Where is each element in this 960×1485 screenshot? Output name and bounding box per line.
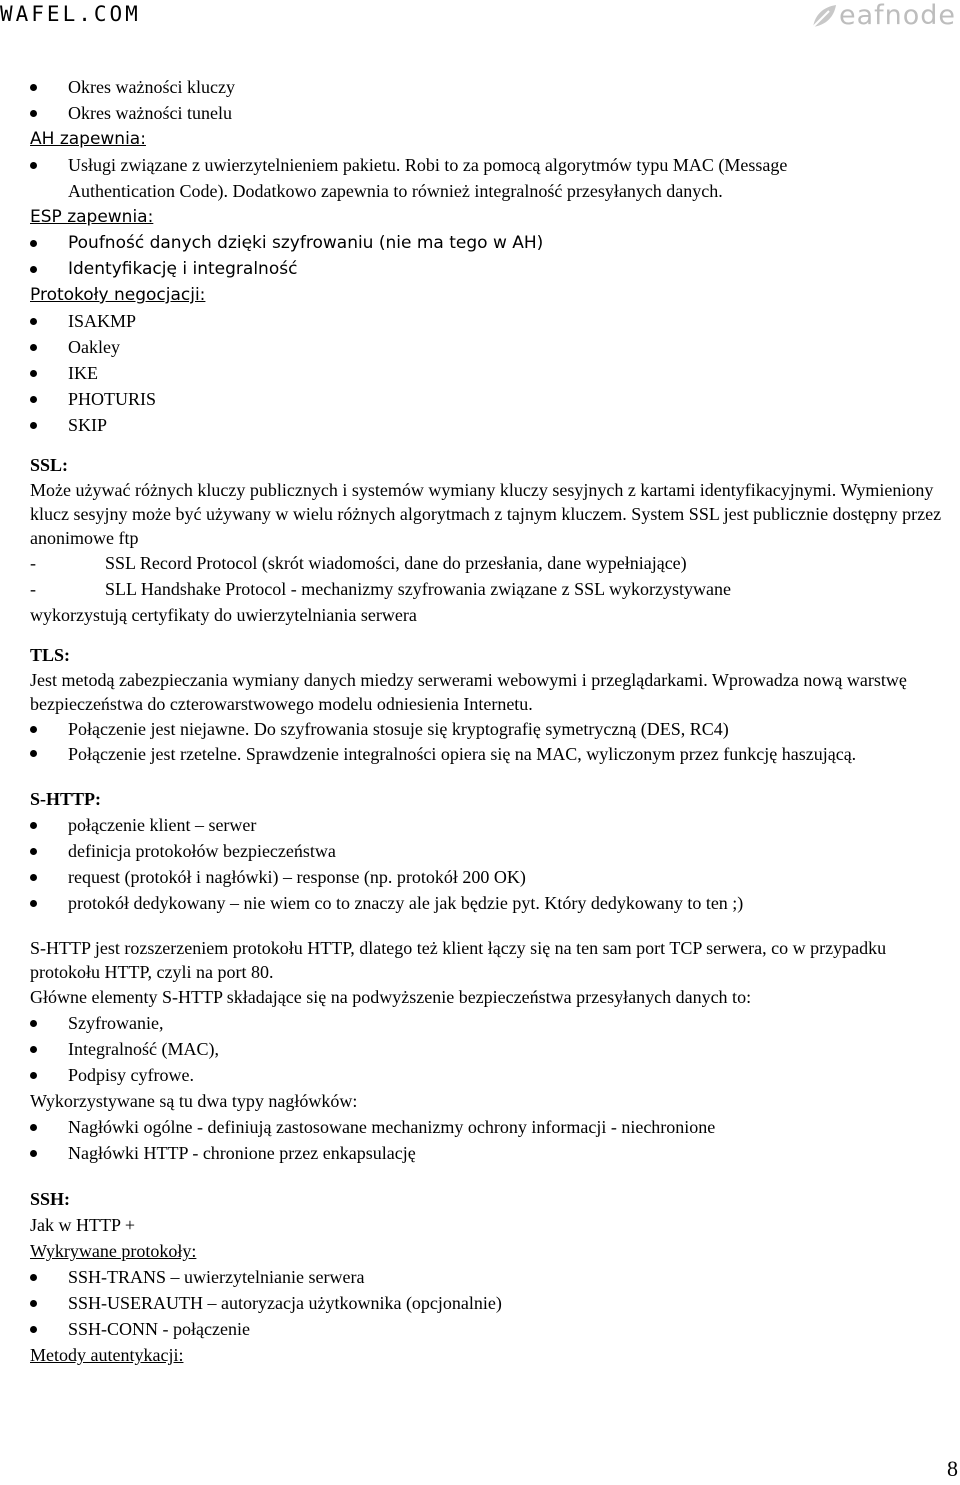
list-item: SSH-USERAUTH – autoryzacja użytkownika (opcjonalnie) — [30, 1290, 956, 1316]
section-heading-protocols: Protokoły negocjacji: — [30, 285, 206, 305]
paragraph: Może używać różnych kluczy publicznych i systemów wymiany kluczy sesyjnych z kartami identyfikacyjnymi. Wymieniony klucz sesyjny może być używany w wielu różnych algorytmach z tajnym kluczem. System SSL jest publicznie dostępny przez anonimowe ftp — [30, 480, 942, 548]
page-number: 8 — [947, 1456, 958, 1481]
list-item: Usługi związane z uwierzytelnieniem pakietu. Robi to za pomocą algorytmów typu MAC (Message — [30, 152, 956, 178]
list-item: IKE — [30, 360, 956, 386]
list-item: Okres ważności kluczy — [30, 74, 956, 100]
dash-item — [30, 576, 956, 602]
list-item: Połączenie jest rzetelne. Sprawdzenie integralności opiera się na MAC, wyliczonym przez funkcję haszującą. — [30, 742, 956, 766]
list-item-continuation: Authentication Code). Dodatkowo zapewnia to również integralność przesyłanych danych. — [68, 181, 723, 201]
leaf-icon — [809, 1, 839, 31]
subheading: Metody autentykacji: — [30, 1345, 184, 1365]
list-item: Oakley — [30, 334, 956, 360]
subheading: Wykrywane protokoły: — [30, 1241, 197, 1261]
section-heading-ssl: SSL: — [30, 455, 69, 475]
list-item: Szyfrowanie, — [30, 1010, 956, 1036]
list-item: Podpisy cyfrowe. — [30, 1062, 956, 1088]
list-item: Integralność (MAC), — [30, 1036, 956, 1062]
list-item: ISAKMP — [30, 308, 956, 334]
dash-marker: - — [30, 579, 36, 599]
paragraph: Jest metodą zabezpieczania wymiany danych miedzy serwerami webowymi i przeglądarkami. Wprowadza nową warstwę bezpieczeństwa do czterowarstwowego modelu odniesienia Internetu. — [30, 670, 907, 714]
list-item: Nagłówki ogólne - definiują zastosowane mechanizmy ochrony informacji - niechronione — [30, 1114, 956, 1140]
header-site-name: WAFEL.COM — [0, 2, 141, 26]
list-item: połączenie klient – serwer — [30, 812, 956, 838]
list-item: SSH-CONN - połączenie — [30, 1316, 956, 1342]
list-item: definicja protokołów bezpieczeństwa — [30, 838, 956, 864]
paragraph-line: Jak w HTTP + — [30, 1215, 135, 1235]
section-heading-esp: ESP zapewnia: — [30, 207, 154, 227]
list-item: Identyfikację i integralność — [30, 256, 956, 282]
list-item: Poufność danych dzięki szyfrowaniu (nie ma tego w AH) — [30, 230, 956, 256]
list-item: Nagłówki HTTP - chronione przez enkapsulację — [30, 1140, 956, 1166]
dash-item — [30, 550, 956, 576]
document-body — [30, 74, 956, 1368]
list-item: SKIP — [30, 412, 956, 438]
list-item: SSH-TRANS – uwierzytelnianie serwera — [30, 1264, 956, 1290]
paragraph-line: Główne elementy S-HTTP składające się na podwyższenie bezpieczeństwa przesyłanych danych to: — [30, 987, 752, 1007]
list-item: Połączenie jest niejawne. Do szyfrowania stosuje się kryptografię symetryczną (DES, RC4) — [30, 716, 956, 742]
paragraph-line: Wykorzystywane są tu dwa typy nagłówków: — [30, 1091, 358, 1111]
paragraph-line: wykorzystują certyfikaty do uwierzytelniania serwera — [30, 605, 417, 625]
list-item: request (protokół i nagłówki) – response (np. protokół 200 OK) — [30, 864, 956, 890]
header-logo — [809, 0, 956, 31]
paragraph: S-HTTP jest rozszerzeniem protokołu HTTP, dlatego też klient łączy się na ten sam port TCP serwera, co w przypadku protokołu HTTP, czyli na port 80. — [30, 938, 887, 982]
list-item: protokół dedykowany – nie wiem co to znaczy ale jak będzie pyt. Który dedykowany to ten ;) — [30, 890, 956, 916]
dash-marker: - — [30, 553, 36, 573]
dash-text: SLL Handshake Protocol - mechanizmy szyfrowania związane z SSL wykorzystywane — [105, 579, 731, 599]
section-heading-ah: AH zapewnia: — [30, 129, 146, 149]
section-heading-tls: TLS: — [30, 645, 71, 665]
section-heading-shttp: S-HTTP: — [30, 789, 102, 809]
list-item: PHOTURIS — [30, 386, 956, 412]
list-item: Okres ważności tunelu — [30, 100, 956, 126]
dash-text: SSL Record Protocol (skrót wiadomości, dane do przesłania, dane wypełniające) — [105, 553, 687, 573]
section-heading-ssh: SSH: — [30, 1189, 71, 1209]
logo-text: eafnode — [838, 0, 956, 31]
